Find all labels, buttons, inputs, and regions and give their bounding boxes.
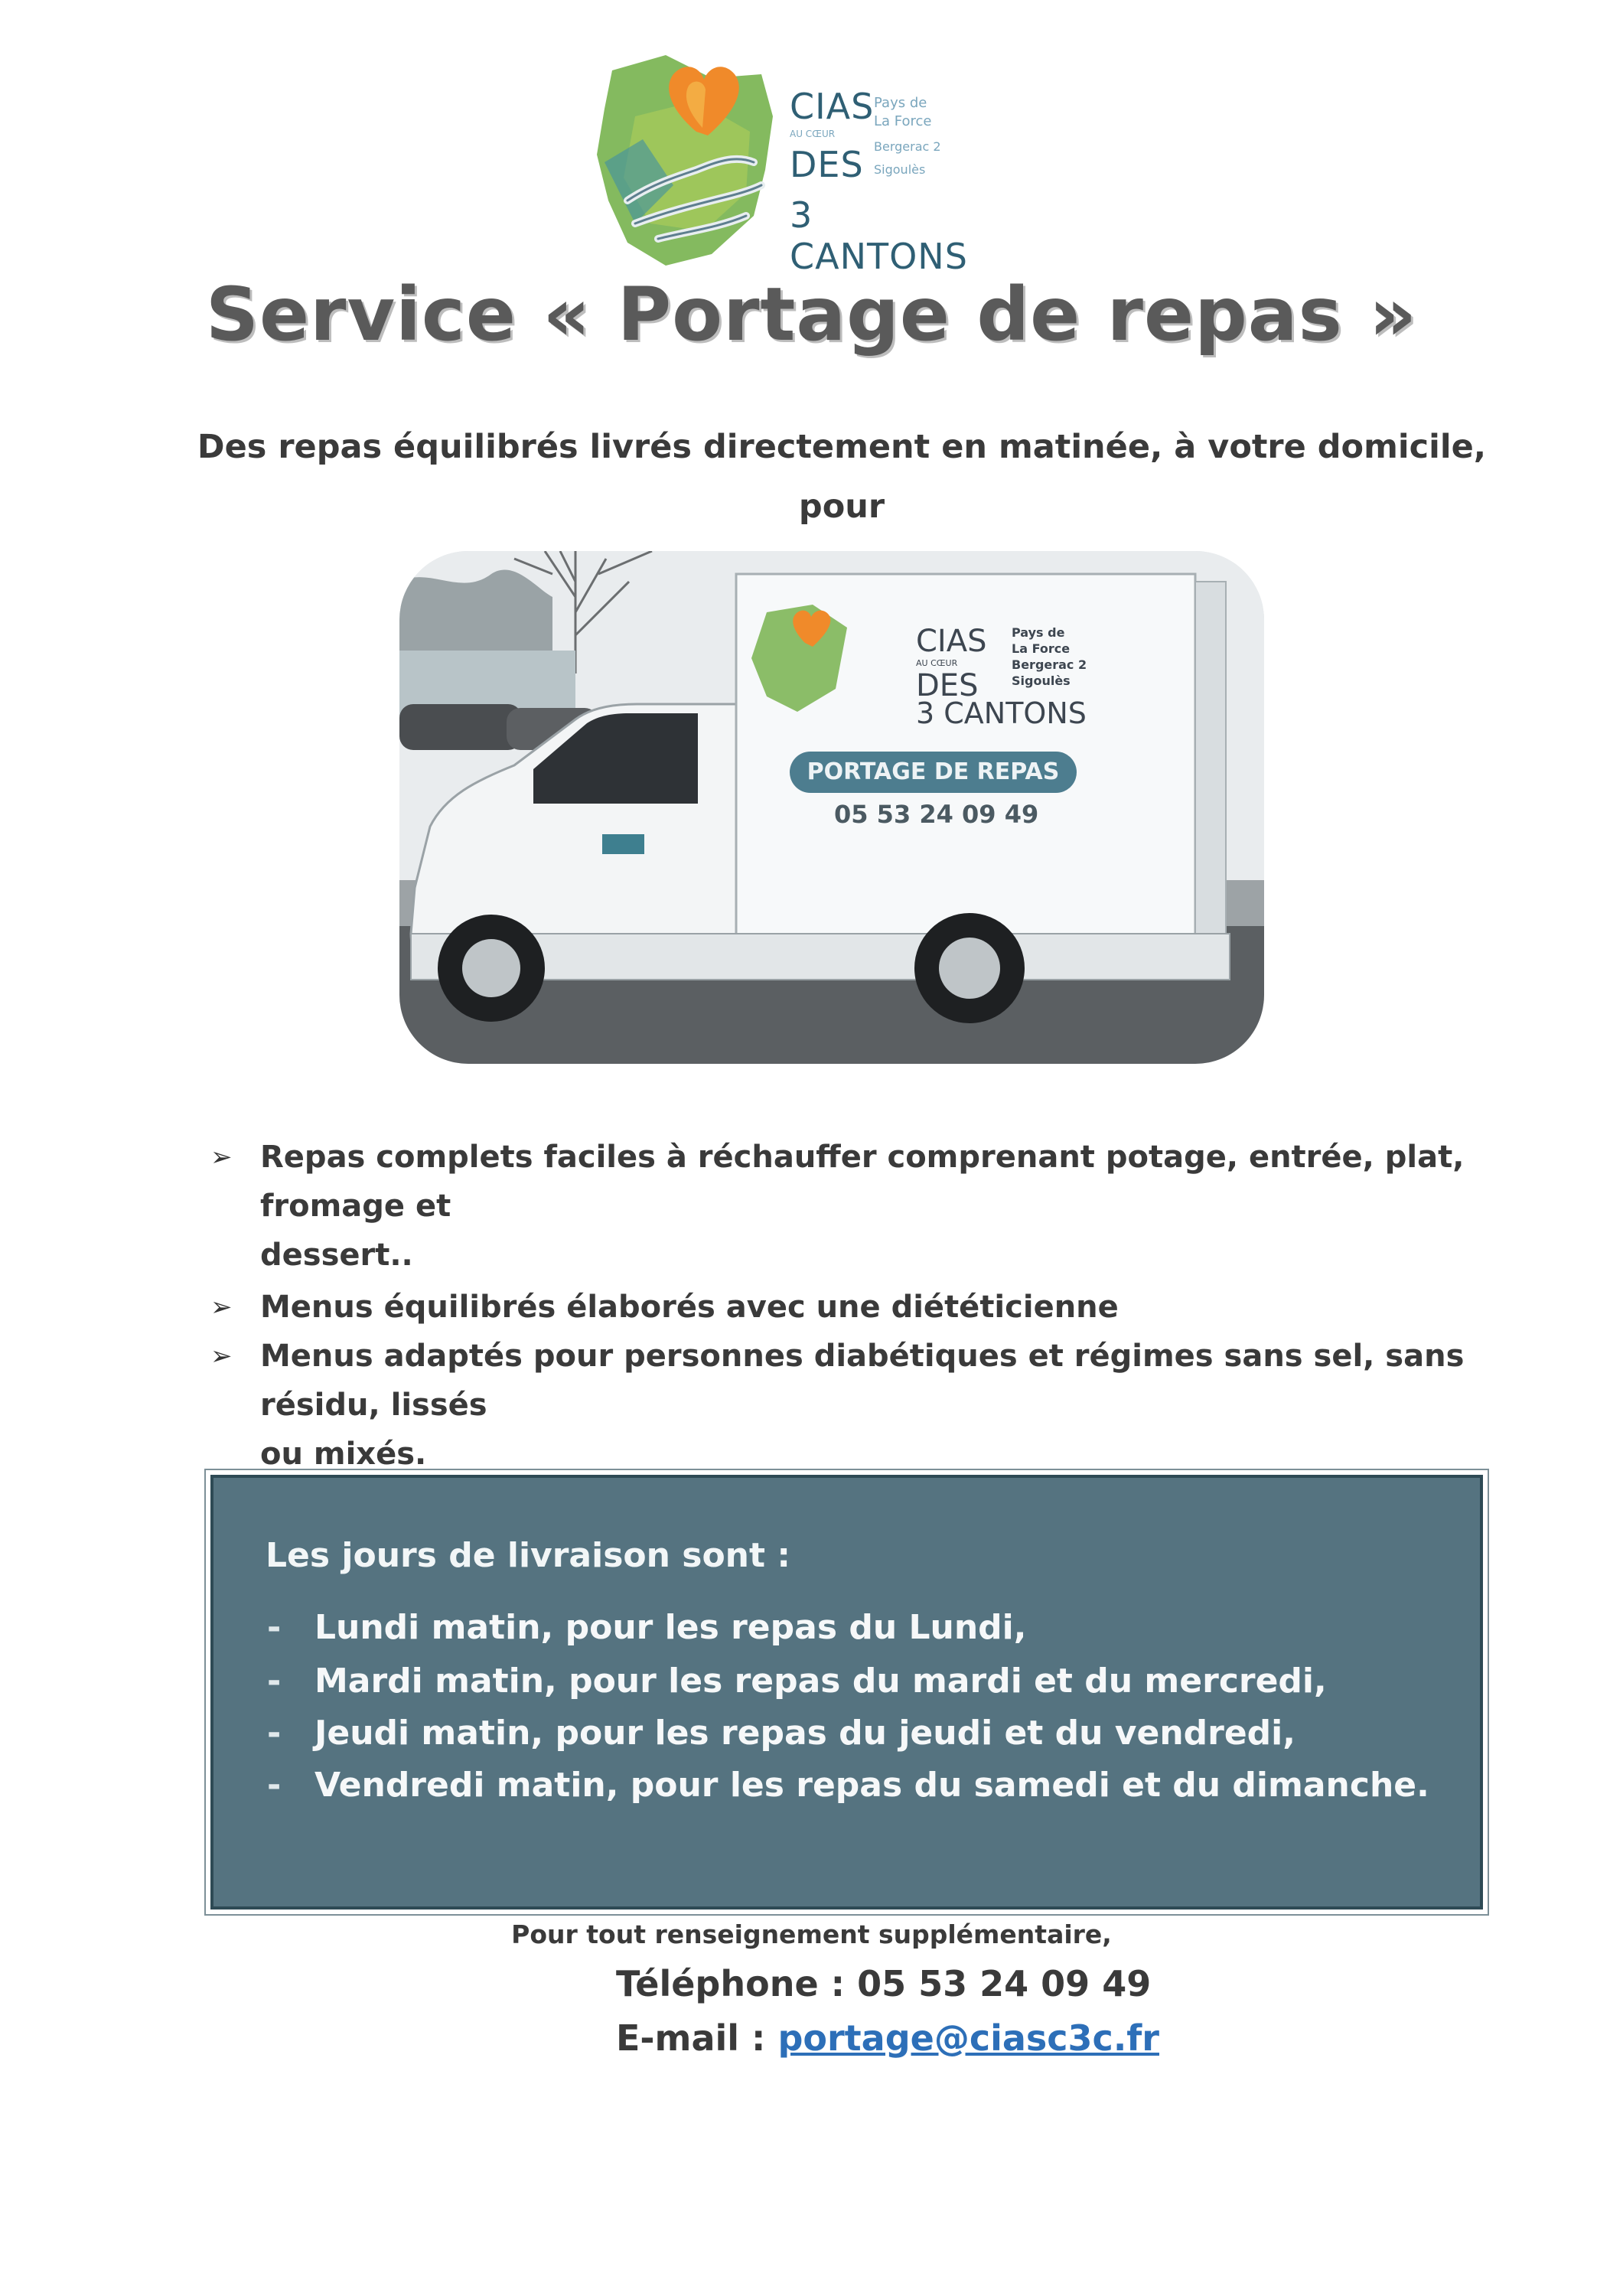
delivery-day-text: Jeudi matin, pour les repas du jeudi et du vendredi, [314,1714,1295,1753]
contact-email-row [616,2017,1159,2059]
van-text-aucoeur: AU CŒUR [916,658,958,668]
contact-phone: Téléphone : 05 53 24 09 49 [616,1963,1152,2004]
delivery-heading: Les jours de livraison sont : [266,1536,790,1575]
intro-line: Des repas équilibrés livrés directement en matinée, à votre domicile, pour [197,428,1487,526]
arrow-bullet-icon: ➢ [210,1142,233,1172]
list-item [210,1133,1511,1280]
van-photo [399,551,1264,1064]
list-item-line: Repas complets faciles à réchauffer comprenant potage, entrée, plat, fromage et [260,1140,1465,1224]
page-title: Service « Portage de repas » [205,272,1418,357]
email-label: E-mail : [616,2017,778,2059]
list-item [210,1332,1511,1479]
logo-word-cias: CIAS [790,86,875,127]
dash-bullet: - [267,1608,282,1647]
logo-small-line: Sigoulès [874,162,926,177]
van-text-des: DES [916,668,979,703]
dash-bullet: - [267,1714,282,1753]
delivery-van-image [399,551,1264,1064]
delivery-day-item [267,1608,1027,1647]
logo-small-line: Pays de [874,95,927,111]
cias-logo [582,47,979,277]
van-text-cantons: 3 CANTONS [916,696,1087,730]
van-badge: PORTAGE DE REPAS [790,752,1077,793]
arrow-bullet-icon: ➢ [210,1341,233,1371]
van-text-cias: CIAS [916,624,987,659]
email-link[interactable]: portage@ciasc3c.fr [777,2017,1159,2059]
delivery-day-item [267,1662,1327,1701]
delivery-day-text: Lundi matin, pour les repas du Lundi, [314,1608,1027,1647]
van-small-line: La Force [1012,641,1071,656]
delivery-days-box [210,1475,1483,1910]
logo-word-cantons: 3 CANTONS [790,194,968,277]
logo-word-des: DES [790,144,864,185]
dash-bullet: - [267,1662,282,1701]
logo-aucoeur: AU CŒUR [790,129,836,139]
van-small-line: Sigoulès [1012,673,1071,688]
delivery-day-item [267,1714,1295,1753]
list-item-line: dessert.. [260,1238,413,1273]
logo-small-line: La Force [874,113,932,129]
list-item-line: Menus équilibrés élaborés avec une diététicienne [260,1290,1119,1325]
delivery-day-item [267,1766,1429,1805]
van-phone: 05 53 24 09 49 [834,800,1039,829]
delivery-day-text: Vendredi matin, pour les repas du samedi et du dimanche. [314,1766,1429,1805]
list-item-line: ou mixés. [260,1437,427,1472]
delivery-day-text: Mardi matin, pour les repas du mardi et du mercredi, [314,1662,1327,1701]
contact-intro: Pour tout renseignement supplémentaire, [511,1919,1112,1949]
van-small-line: Bergerac 2 [1012,657,1087,672]
dash-bullet: - [267,1766,282,1805]
arrow-bullet-icon: ➢ [210,1292,233,1322]
logo-small-line: Bergerac 2 [874,139,941,154]
feature-list [210,1133,1511,1528]
van-small-line: Pays de [1012,625,1065,640]
list-item [210,1283,1511,1332]
list-item-line: Menus adaptés pour personnes diabétiques et régimes sans sel, sans résidu, lissés [260,1339,1465,1423]
